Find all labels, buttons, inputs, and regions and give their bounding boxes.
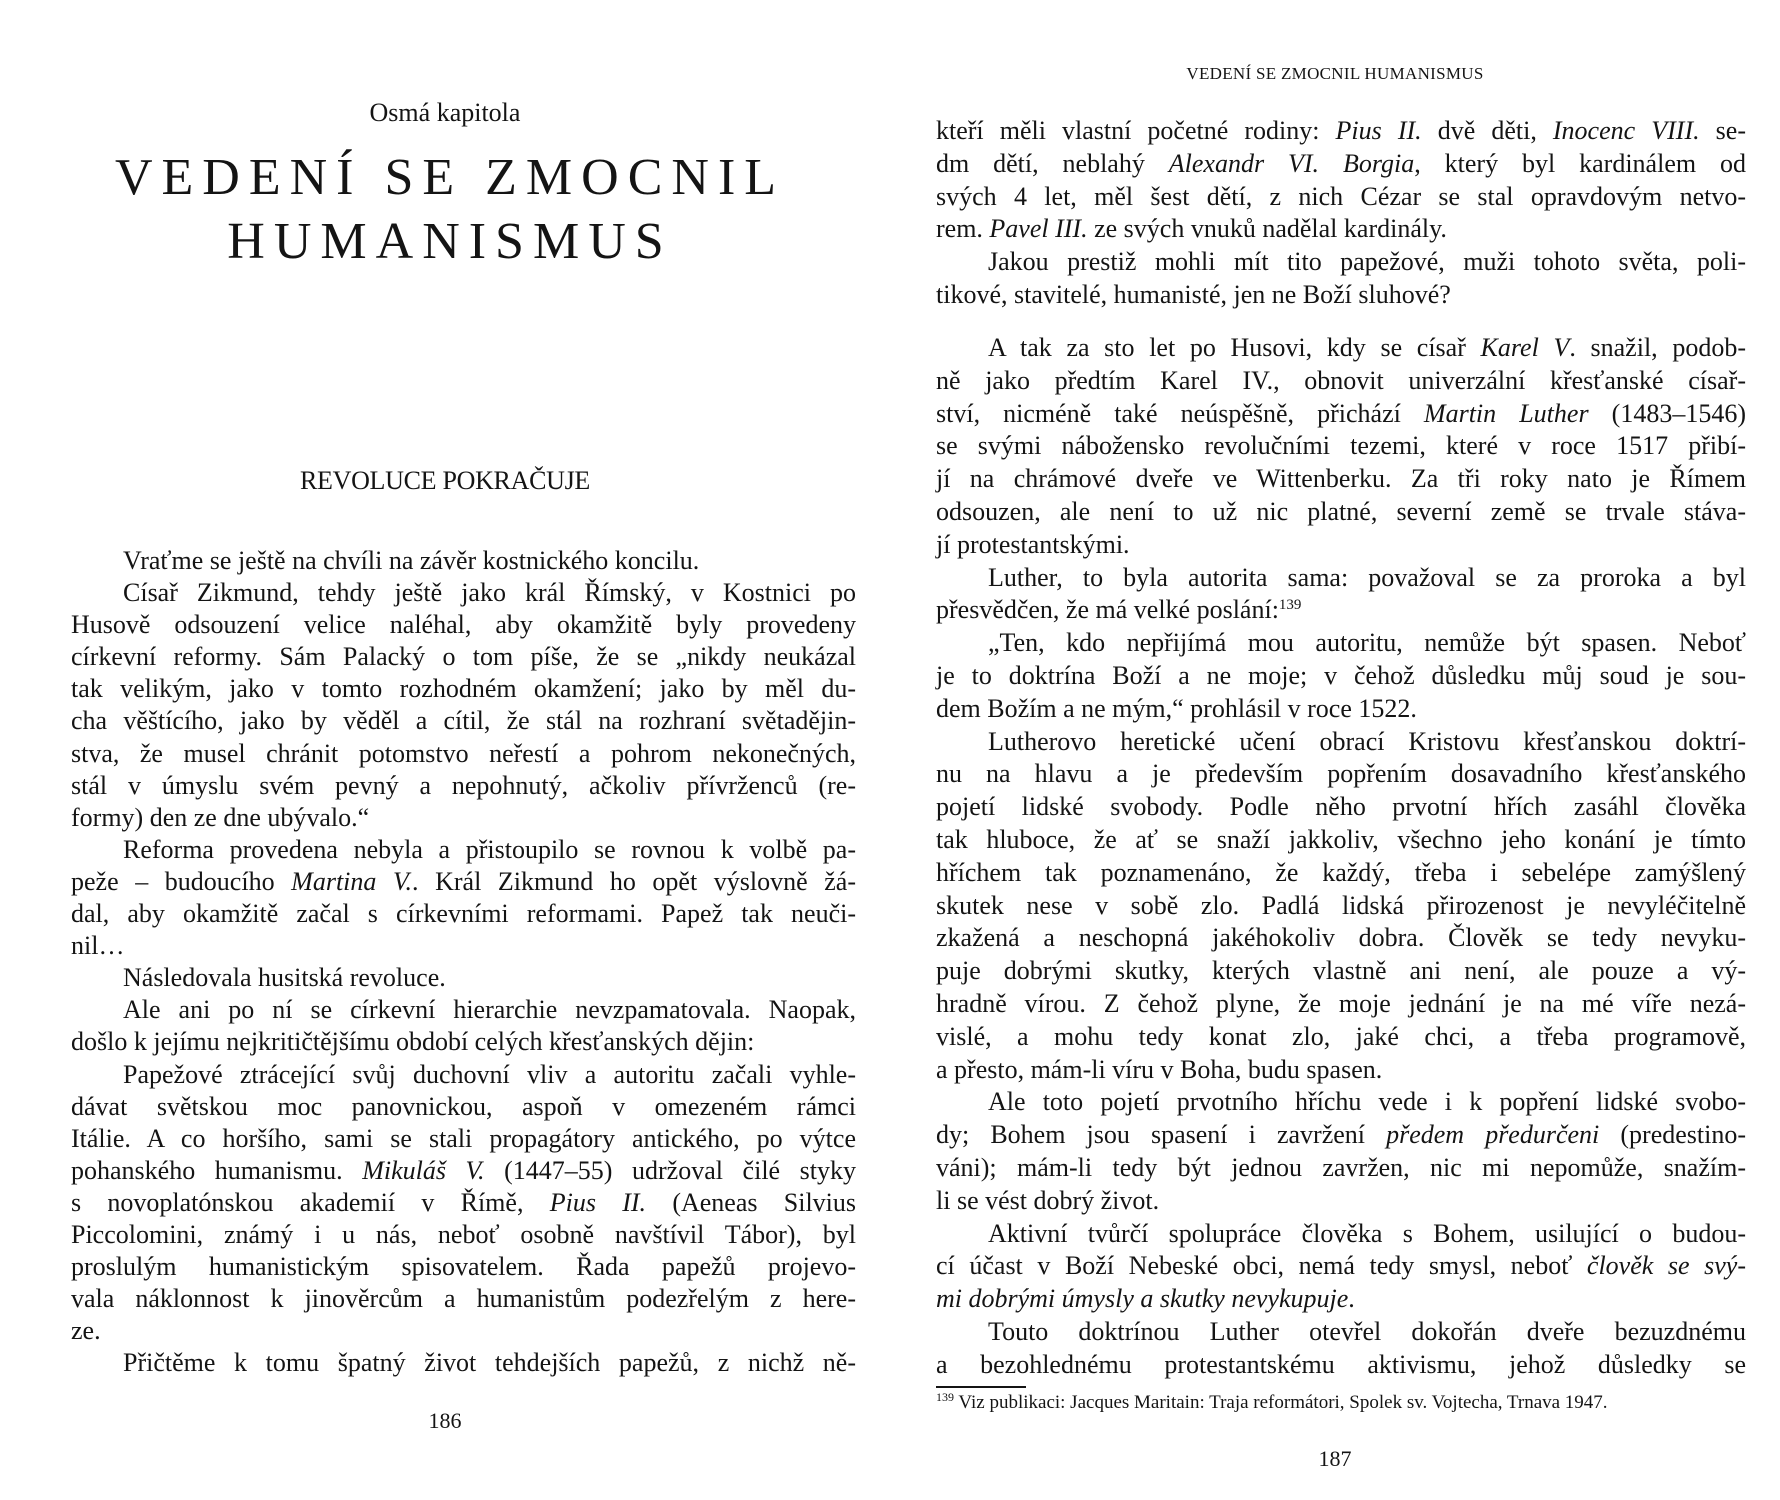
text-run: jí na chrámové dveře ve Wittenberku. Za tři roky nato je Římem [936,464,1746,494]
chapter-title-line-1: VEDENÍ SE ZMOCNIL [114,149,786,206]
text-line [936,627,1746,660]
paragraph [936,1218,1746,1316]
text-line [71,1026,856,1058]
italic-text: Martin Luther [1423,398,1589,428]
italic-text: člověk se svý- [1586,1251,1746,1281]
text-line [71,1187,856,1219]
text-line [936,955,1746,988]
text-line [71,545,856,577]
text-run: rem. [936,214,990,244]
text-run: ze svých vnuků nadělal kardinály. [1087,214,1447,244]
right-page [890,0,1780,1500]
text-line [936,213,1746,246]
text-run: ství, nicméně také neúspěšně, přichází [936,398,1424,428]
text-run: dávat světskou moc panovnickou, aspoň v omezeném rámci [71,1091,856,1121]
text-line [936,857,1746,890]
text-run: církevní reformy. Sám Palacký o tom píše, že se „nikdy neukázal [71,642,856,672]
running-head: VEDENÍ SE ZMOCNIL HUMANISMUS [1186,64,1484,83]
text-run: dem Božím a ne mým,“ prohlásil v roce 1522. [936,693,1417,723]
text-line [71,673,856,705]
text-line [71,962,856,994]
footnote-number: 139 [936,1390,954,1404]
text-line [936,562,1746,595]
text-line [71,1251,856,1283]
text-line [936,594,1746,627]
text-line [71,1315,856,1347]
text-run: Ale ani po ní se církevní hierarchie nevzpamatovala. Naopak, [123,995,856,1025]
text-run: dm dětí, neblahý [936,148,1169,178]
text-run: dal, aby okamžitě začal s církevními reformami. Papež tak neuči- [71,899,856,929]
text-run: puje dobrými skutky, kterých vlastně ani není, ale pouze a vý- [936,956,1746,986]
text-line [936,1316,1746,1349]
text-run: hříchem tak poznamenáno, že každý, třeba i sebelépe zamýšlený [936,857,1746,887]
text-line [936,1218,1746,1251]
text-line [936,430,1746,463]
paragraph [71,545,856,577]
paragraph [936,562,1746,628]
text-line [936,726,1746,759]
footnote [936,1392,1608,1414]
text-line [936,1021,1746,1054]
italic-text: Inocenc VIII. [1552,116,1700,145]
right-section-1 [936,115,1746,312]
text-line [936,1152,1746,1185]
text-run: A tak za sto let po Husovi, kdy se císař [988,333,1481,362]
text-run: Vraťme se ještě na chvíli na závěr kostnického koncilu. [123,546,700,575]
text-line [71,898,856,930]
text-run: Lutherovo heretické učení obrací Kristovu křesťanskou doktrí- [988,726,1746,756]
text-run: se- [1699,116,1746,145]
text-line [936,246,1746,279]
text-run: se svými nábožensko revolučními tezemi, které v roce 1517 přibí- [936,431,1746,461]
text-line [936,922,1746,955]
italic-text: Karel V [1480,333,1570,362]
text-run: (1483–1546) [1588,398,1746,428]
text-line [936,791,1746,824]
paragraph [936,726,1746,1087]
paragraph [71,994,856,1058]
text-run: s novoplatónskou akademií v Římě, [71,1187,550,1217]
text-run: stál v úmyslu svém pevný a nepohnutý, ačkoliv přívrženců (re- [71,770,856,800]
text-run: Přičtěme k tomu špatný život tehdejších papežů, z nichž ně- [123,1348,856,1378]
paragraph [71,1347,856,1379]
italic-text: Mikuláš V. [362,1155,485,1185]
text-line [936,279,1746,312]
text-run: Následovala husitská revoluce. [123,963,446,993]
text-line [936,1185,1746,1218]
text-run: váni); mám-li tedy být jednou zavržen, nic mi nepomůže, snažím- [936,1152,1746,1182]
text-line [71,1123,856,1155]
footnote-divider [936,1386,1026,1388]
text-run: nu na hlavu a je především popřením dosavadního křesťanského [936,759,1746,789]
text-run: je to doktrína Boží a ne moje; v čehož důsledku můj soud je sou- [936,660,1746,690]
italic-text: Pavel III. [989,214,1088,244]
italic-text: Alexandr VI. Borgia [1168,148,1415,178]
text-run: . [1348,1284,1355,1314]
text-run: , který byl kardinálem od [1414,148,1747,178]
text-run: (1447–55) udržoval čilé styky [484,1155,857,1185]
text-run: proslulým humanistickým spisovatelem. Řada papežů projevo- [71,1252,856,1282]
text-line [71,770,856,802]
text-run: Papežové ztrácející svůj duchovní vliv a autoritu začali vyhle- [123,1059,856,1089]
text-line [936,1054,1746,1087]
paragraph [71,1059,856,1348]
text-line [71,609,856,641]
text-run: Luther, to byla autorita sama: považoval se za proroka a byl [988,562,1746,592]
text-line [71,1155,856,1187]
text-run: a bezohlednému protestantskému aktivismu, jehož důsledky se [936,1349,1746,1379]
text-run: stva, že musel chránit potomstvo neřestí a pohrom nekonečných, [71,738,856,768]
text-run: Reforma provedena nebyla a přistoupilo se rovnou k volbě pa- [123,834,856,864]
page-number-left: 186 [428,1408,462,1433]
text-line [936,398,1746,431]
text-line [936,148,1746,181]
italic-text: mi dobrými úmysly a skutky nevykupuje [936,1284,1349,1314]
text-run: kteří měli vlastní početné rodiny: [936,116,1336,145]
paragraph [71,577,856,834]
text-run: li se vést dobrý život. [936,1185,1160,1215]
text-line [71,1283,856,1315]
text-line [936,890,1746,923]
text-run: hradně vírou. Z čehož plyne, že moje jednání je na mé víře nezá- [936,988,1746,1018]
text-run: vislé, a mohu tedy konat zlo, jaké chci, a třeba programově, [936,1021,1746,1051]
text-line [71,866,856,898]
text-line [936,496,1746,529]
text-run: svých 4 let, měl šest dětí, z nich Cézar se stal opravdovým netvo- [936,181,1746,211]
text-run: dy; Bohem jsou spasení i zavržení [936,1120,1387,1150]
text-line [71,1347,856,1379]
text-run: Husově odsouzení velice naléhal, aby okamžitě byly provedeny [71,610,856,640]
text-run: došlo k jejímu nejkritičtějšímu období celých křesťanských dějin: [71,1027,755,1057]
text-line [936,365,1746,398]
text-line [936,1283,1746,1316]
paragraph [936,1316,1746,1382]
text-line [936,332,1746,365]
chapter-title-line-2: HUMANISMUS [227,213,673,270]
italic-text: Pius II. [549,1187,647,1217]
text-run: „Ten, kdo nepřijímá mou autoritu, nemůže být spasen. Neboť [988,628,1746,658]
text-line [936,693,1746,726]
text-line [71,994,856,1026]
text-line [936,758,1746,791]
text-run: . snažil, podob- [1569,333,1746,362]
text-line [71,641,856,673]
text-run: odsouzen, ale není to už nic platné, severní země se trvale stáva- [936,496,1746,526]
paragraph [936,627,1746,725]
text-line [71,1219,856,1251]
text-run: tak velikým, jako v tomto rozhodném okamžení; jako by měl du- [71,674,856,704]
italic-text: předem předurčeni [1386,1120,1600,1150]
text-run: tikové, stavitelé, humanisté, jen ne Boží sluhové? [936,279,1451,309]
paragraph [71,834,856,962]
italic-text: Pius II. [1335,116,1422,145]
text-line [71,705,856,737]
text-run: Císař Zikmund, tehdy ještě jako král Římský, v Kostnici po [123,578,856,608]
text-line [71,1059,856,1091]
chapter-label: Osmá kapitola [369,98,521,127]
text-run: ně jako předtím Karel IV., obnovit univerzální křesťanské císař- [936,365,1746,395]
text-run: ze. [71,1316,101,1346]
text-line [71,834,856,866]
text-run: dvě děti, [1421,116,1553,145]
text-run: vala náklonnost k jinověrcům a humanistům podezřelým z here- [71,1284,856,1314]
text-run: jí protestantskými. [936,529,1130,559]
text-run: Itálie. A co horšího, sami se stali propagátory antického, po výtce [71,1123,856,1153]
text-line [936,1250,1746,1283]
text-line [936,660,1746,693]
page-number-right: 187 [1318,1446,1352,1471]
text-line [71,1091,856,1123]
text-line [936,1349,1746,1382]
text-run: Touto doktrínou Luther otevřel dokořán dveře bezuzdnému [988,1316,1746,1346]
text-run: pohanského humanismu. [71,1155,363,1185]
text-run: . Král Zikmund ho opět výslovně žá- [412,866,856,896]
text-run: zkažená a neschopná jakéhokoliv dobra. Člověk se tedy nevyku- [936,923,1746,953]
left-body-text [71,545,856,1379]
section-heading: REVOLUCE POKRAČUJE [299,466,590,495]
text-run: (Aeneas Silvius [646,1187,857,1217]
paragraph [71,962,856,994]
text-run: nil… [71,931,125,961]
text-line [71,577,856,609]
text-run: skutek nese v sobě zlo. Padlá lidská přirozenost je nevyléčitelně [936,890,1746,920]
paragraph [936,115,1746,246]
footnote-reference: 139 [1278,597,1302,614]
text-line [936,1119,1746,1152]
text-run: formy) den ze dne ubývalo.“ [71,802,370,832]
text-line [936,463,1746,496]
text-line [71,802,856,834]
right-section-2 [936,332,1746,1382]
text-run: přesvědčen, že má velké poslání: [936,595,1279,625]
paragraph [936,1086,1746,1217]
text-line [71,930,856,962]
text-line [936,1086,1746,1119]
paragraph [936,246,1746,312]
text-line [936,181,1746,214]
text-run: peže – budoucího [71,866,292,896]
text-run: (predestino- [1599,1120,1747,1150]
footnote-text: Viz publikaci: Jacques Maritain: Traja reformátori, Spolek sv. Vojtecha, Trnava 1947. [954,1392,1608,1413]
text-run: Jakou prestiž mohli mít tito papežové, muži tohoto světa, poli- [988,247,1746,277]
text-run: Piccolomini, známý i u nás, neboť osobně navštívil Tábor), byl [71,1219,856,1249]
text-run: Aktivní tvůrčí spolupráce člověka s Bohem, usilující o budou- [988,1218,1746,1248]
text-run: tak hluboce, že ať se snaží jakkoliv, všechno jeho konání je tímto [936,824,1746,854]
text-run: cha věštícího, jako by věděl a cítil, že stál na rozhraní světadějin- [71,706,856,736]
text-line [936,529,1746,562]
text-run: Ale toto pojetí prvotního hříchu vede i k popření lidské svobo- [988,1087,1746,1117]
text-run: cí účast v Boží Nebeské obci, nemá tedy smysl, neboť [936,1251,1587,1281]
text-line [71,738,856,770]
text-run: a přesto, mám-li víru v Boha, budu spasen. [936,1054,1383,1084]
text-line [936,115,1746,148]
paragraph [936,332,1746,562]
text-line [936,988,1746,1021]
text-line [936,824,1746,857]
text-run: pojetí lidské svobody. Podle něho prvotní hřích zasáhl člověka [936,792,1746,822]
italic-text: Martina V. [291,866,413,896]
